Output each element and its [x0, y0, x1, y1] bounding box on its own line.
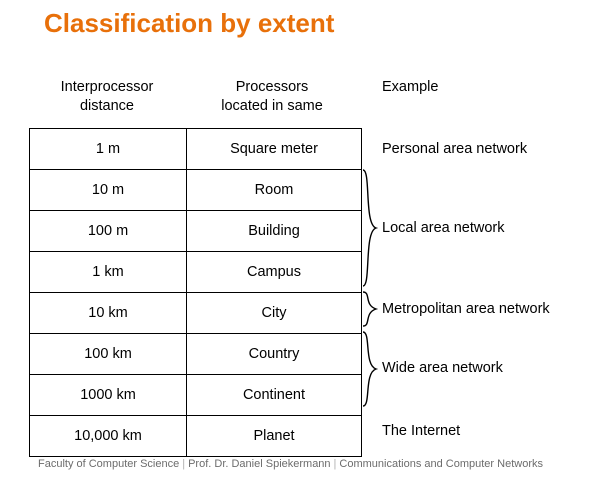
footer-separator: | — [333, 458, 337, 470]
cell-distance: 100 km — [30, 334, 187, 375]
example-label-personal-area-network: Personal area network — [382, 141, 528, 157]
cell-location: Square meter — [187, 129, 362, 170]
slide-footer — [38, 458, 543, 470]
column-header-line-2: located in same — [221, 98, 323, 114]
table-column-headers — [0, 78, 609, 122]
cell-location: Continent — [187, 375, 362, 416]
example-label-local-area-network: Local area network — [382, 220, 505, 236]
cell-location: Campus — [187, 252, 362, 293]
cell-location: Building — [187, 211, 362, 252]
classification-table — [29, 128, 362, 457]
cell-distance: 10 km — [30, 293, 187, 334]
page-title: Classification by extent — [44, 8, 335, 38]
example-label-metropolitan-area-network: Metropolitan area network — [382, 301, 550, 317]
cell-location: City — [187, 293, 362, 334]
table-row — [30, 293, 362, 334]
cell-distance: 100 m — [30, 211, 187, 252]
table-row — [30, 375, 362, 416]
column-header-processors — [185, 78, 359, 116]
table-row — [30, 170, 362, 211]
example-label-the-internet: The Internet — [382, 423, 461, 439]
cell-location: Room — [187, 170, 362, 211]
footer-course: Communications and Computer Networks — [339, 458, 543, 470]
cell-distance: 10 m — [30, 170, 187, 211]
table-row — [30, 211, 362, 252]
column-header-line-2: distance — [79, 98, 134, 114]
brace-wide-area-network — [360, 330, 380, 408]
cell-distance: 1 m — [30, 129, 187, 170]
example-label-wide-area-network: Wide area network — [382, 360, 503, 376]
cell-distance: 1 km — [30, 252, 187, 293]
column-header-example: Example — [382, 79, 439, 95]
cell-distance: 1000 km — [30, 375, 187, 416]
cell-location: Planet — [187, 416, 362, 457]
column-header-interprocessor-distance — [29, 78, 185, 116]
cell-location: Country — [187, 334, 362, 375]
table-row — [30, 334, 362, 375]
footer-faculty: Faculty of Computer Science — [38, 458, 180, 470]
column-header-line-1: Interprocessor — [60, 79, 154, 95]
table-row — [30, 416, 362, 457]
cell-distance: 10,000 km — [30, 416, 187, 457]
table-row — [30, 252, 362, 293]
brace-metropolitan-area-network — [360, 290, 380, 328]
table-body — [30, 129, 362, 457]
table-row — [30, 129, 362, 170]
example-annotations — [360, 128, 609, 448]
brace-local-area-network — [360, 168, 380, 288]
footer-author: Prof. Dr. Daniel Spiekermann — [188, 458, 331, 470]
column-header-line-1: Processors — [235, 79, 309, 95]
footer-separator: | — [182, 458, 186, 470]
